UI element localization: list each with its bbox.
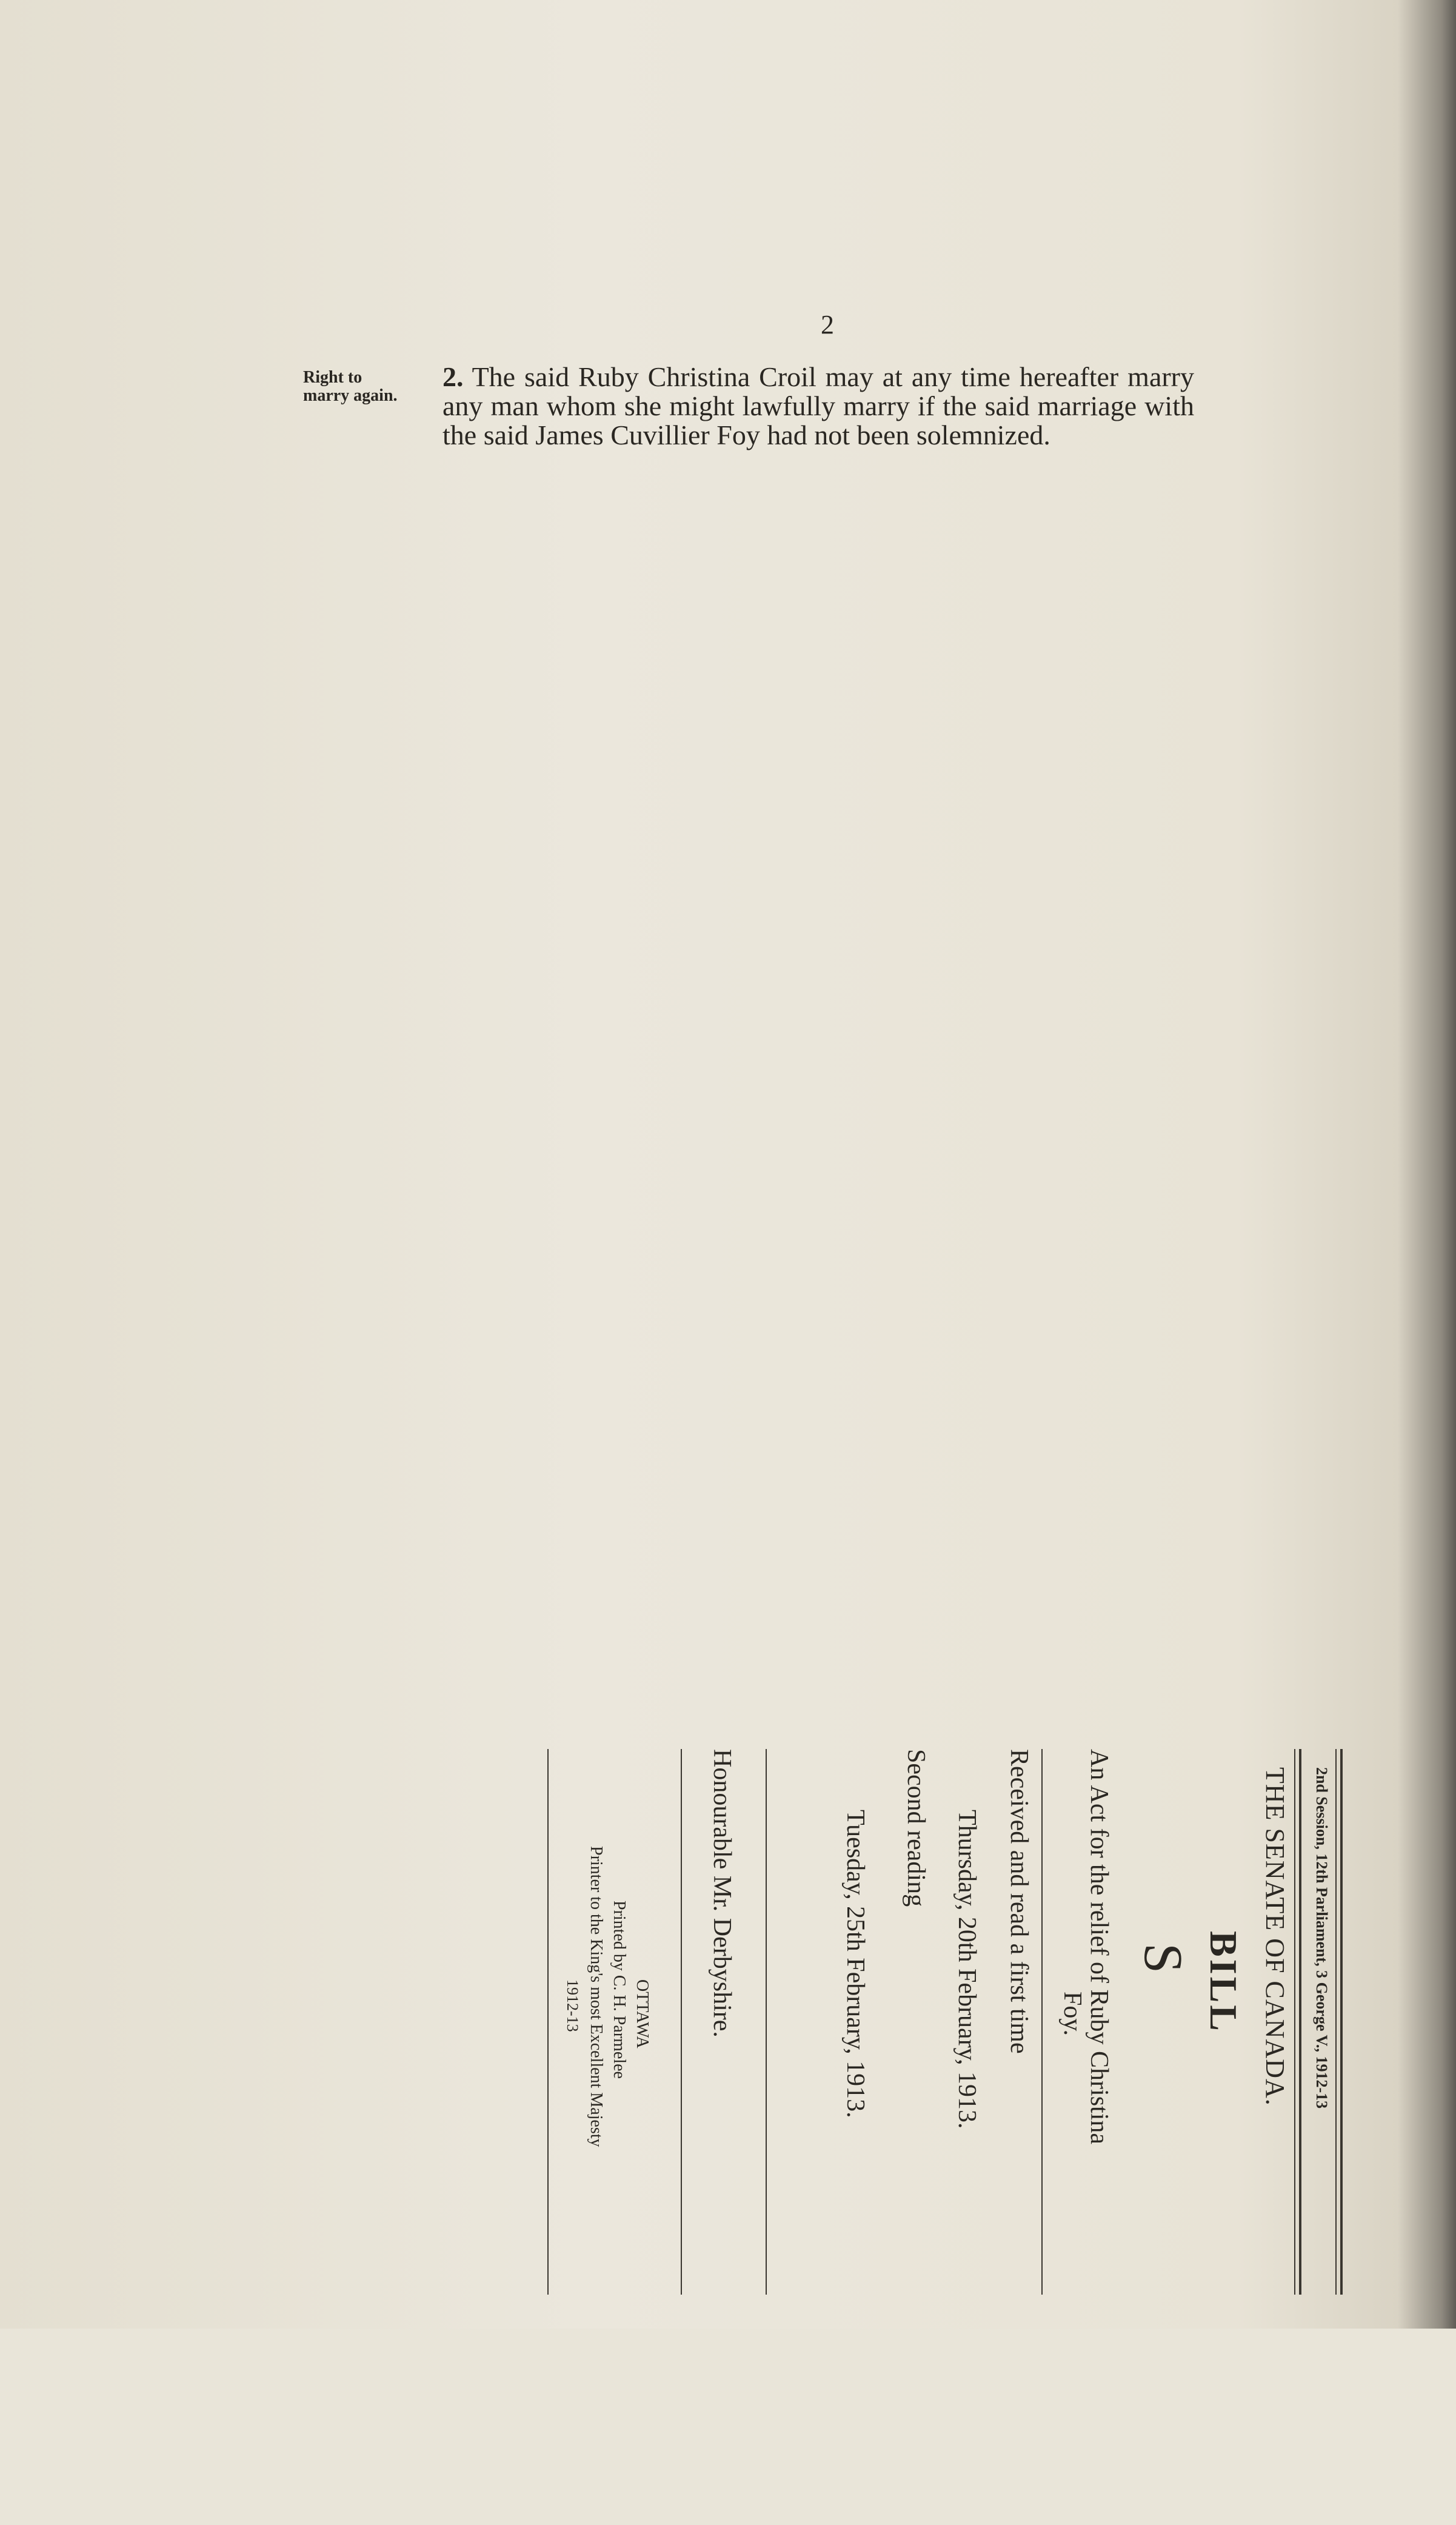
- section-text: The said Ruby Christina Croil may at any time hereafter marry any man whom she might lawfully marry if the said marriage with the said James Cuvillier Foy had not been solemnized.: [442, 361, 1194, 450]
- cover-bill-letter: S: [1133, 1943, 1193, 1974]
- cover-year: 1912-13: [564, 1979, 581, 2032]
- cover-session-rule: [1299, 1749, 1301, 2295]
- cover-act-title: [1059, 1749, 1112, 2295]
- cover-received-date: Thursday, 20th February, 1913.: [953, 1810, 981, 2129]
- cover-act-title-line1: An Act for the relief of Ruby Christina: [1085, 1749, 1113, 2145]
- cover-received: Received and read a first time: [1005, 1749, 1033, 2054]
- back-cover: [158, 1749, 1340, 2276]
- cover-top-rule: [1340, 1749, 1343, 2295]
- cover-act-title-line2: Foy.: [1058, 1992, 1086, 2036]
- margin-note-line2: marry again.: [303, 386, 398, 405]
- back-cover-rotated: [167, 1749, 1349, 2295]
- cover-bottom-rule: [681, 1749, 682, 2295]
- cover-mid-rule: [1041, 1749, 1043, 2295]
- cover-end-rule: [547, 1749, 549, 2295]
- page-number: 2: [821, 310, 834, 339]
- cover-bill-label: BILL: [1202, 1931, 1245, 2033]
- cover-printer-title: Printer to the King's most Excellent Majesty: [587, 1846, 606, 2147]
- cover-top-rule-thin: [1335, 1749, 1337, 2295]
- section-paragraph: [442, 363, 1194, 450]
- cover-senate: THE SENATE OF CANADA.: [1260, 1767, 1290, 2106]
- margin-note-line1: Right to: [303, 368, 362, 387]
- cover-lower-rule: [766, 1749, 767, 2295]
- section-number: 2.: [442, 361, 464, 392]
- cover-second-date: Tuesday, 25th February, 1913.: [841, 1810, 869, 2118]
- cover-session-rule-thin: [1294, 1749, 1295, 2295]
- cover-city: OTTAWA: [633, 1979, 652, 2048]
- cover-sponsor: Honourable Mr. Derbyshire.: [708, 1749, 736, 2038]
- margin-note: [303, 369, 424, 405]
- cover-session: 2nd Session, 12th Parliament, 3 George V., 1912-13: [1313, 1767, 1331, 2109]
- cover-printed-by: Printed by C. H. Parmelee: [610, 1901, 629, 2079]
- cover-second-reading: Second reading: [902, 1749, 930, 1907]
